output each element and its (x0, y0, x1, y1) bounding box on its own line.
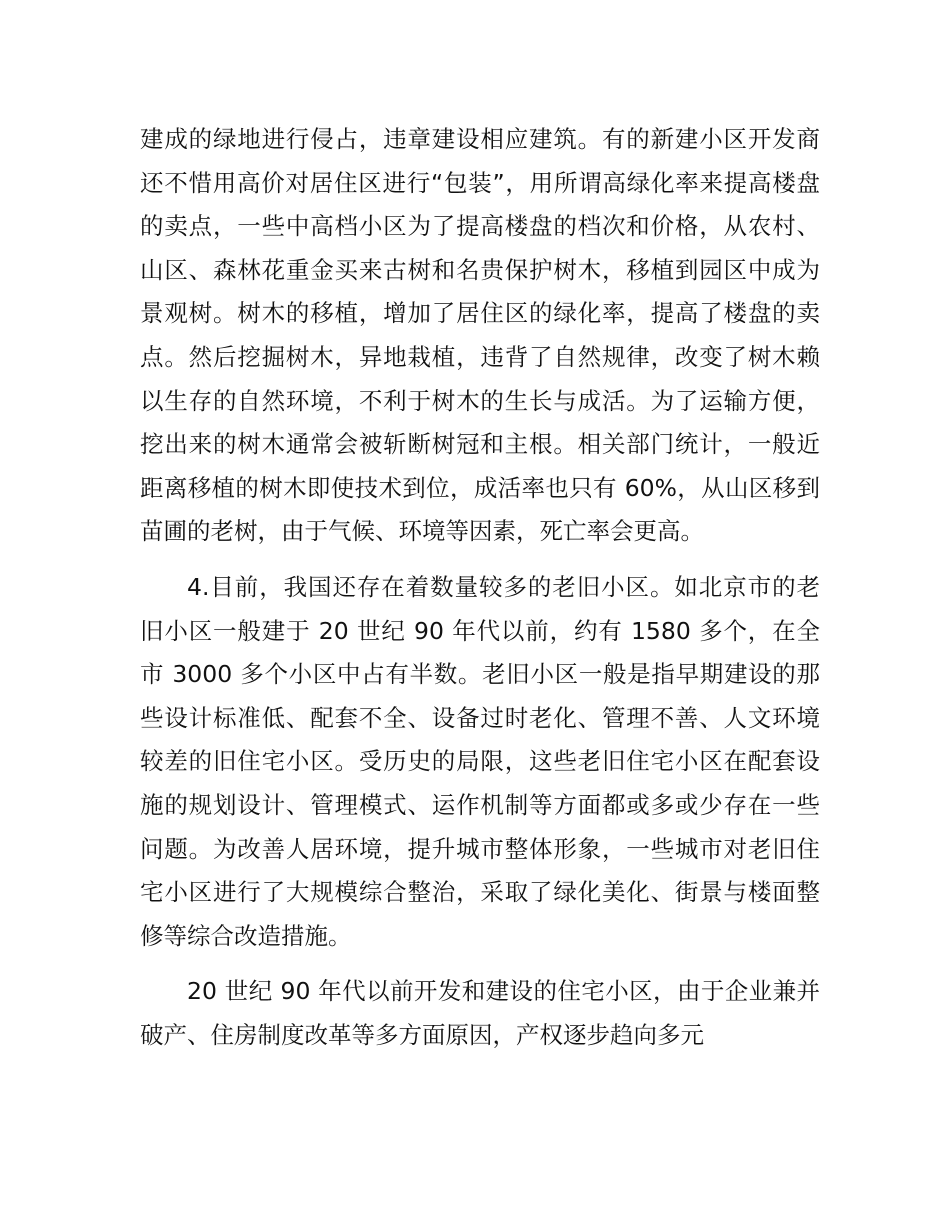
paragraph-green-space-encroachment: 建成的绿地进行侵占，违章建设相应建筑。有的新建小区开发商还不惜用高价对居住区进行“包装”，用所谓高绿化率来提高楼盘的卖点，一些中高档小区为了提高楼盘的档次和价格，从农村、山区、森林花重金买来古树和名贵保护树木，移植到园区中成为景观树。树木的移植，增加了居住区的绿化率，提高了楼盘的卖点。然后挖掘树木，异地栽植，违背了自然规律，改变了树木赖以生存的自然环境，不利于树木的生长与成活。为了运输方便，挖出来的树木通常会被斩断树冠和主根。相关部门统计，一般近距离移植的树木即使技术到位，成活率也只有 60%，从山区移到苗圃的老树，由于气候、环境等因素，死亡率会更高。 (140, 125, 820, 546)
paragraph-property-rights: 20 世纪 90 年代以前开发和建设的住宅小区，由于企业兼并破产、住房制度改革等多方面原因，产权逐步趋向多元 (140, 977, 820, 1049)
document-body (140, 118, 820, 1057)
paragraph-old-residential-areas: 4.目前，我国还存在着数量较多的老旧小区。如北京市的老旧小区一般建于 20 世纪 90 年代以前，约有 1580 多个，在全市 3000 多个小区中占有半数。老旧小区一般是指早期建设的那些设计标准低、配套不全、设备过时老化、管理不善、人文环境较差的旧住宅小区。受历史的局限，这些老旧住宅小区在配套设施的规划设计、管理模式、运作机制等方面都或多或少存在一些问题。为改善人居环境，提升城市整体形象，一些城市对老旧住宅小区进行了大规模综合整治，采取了绿化美化、街景与楼面整修等综合改造措施。 (140, 572, 820, 950)
